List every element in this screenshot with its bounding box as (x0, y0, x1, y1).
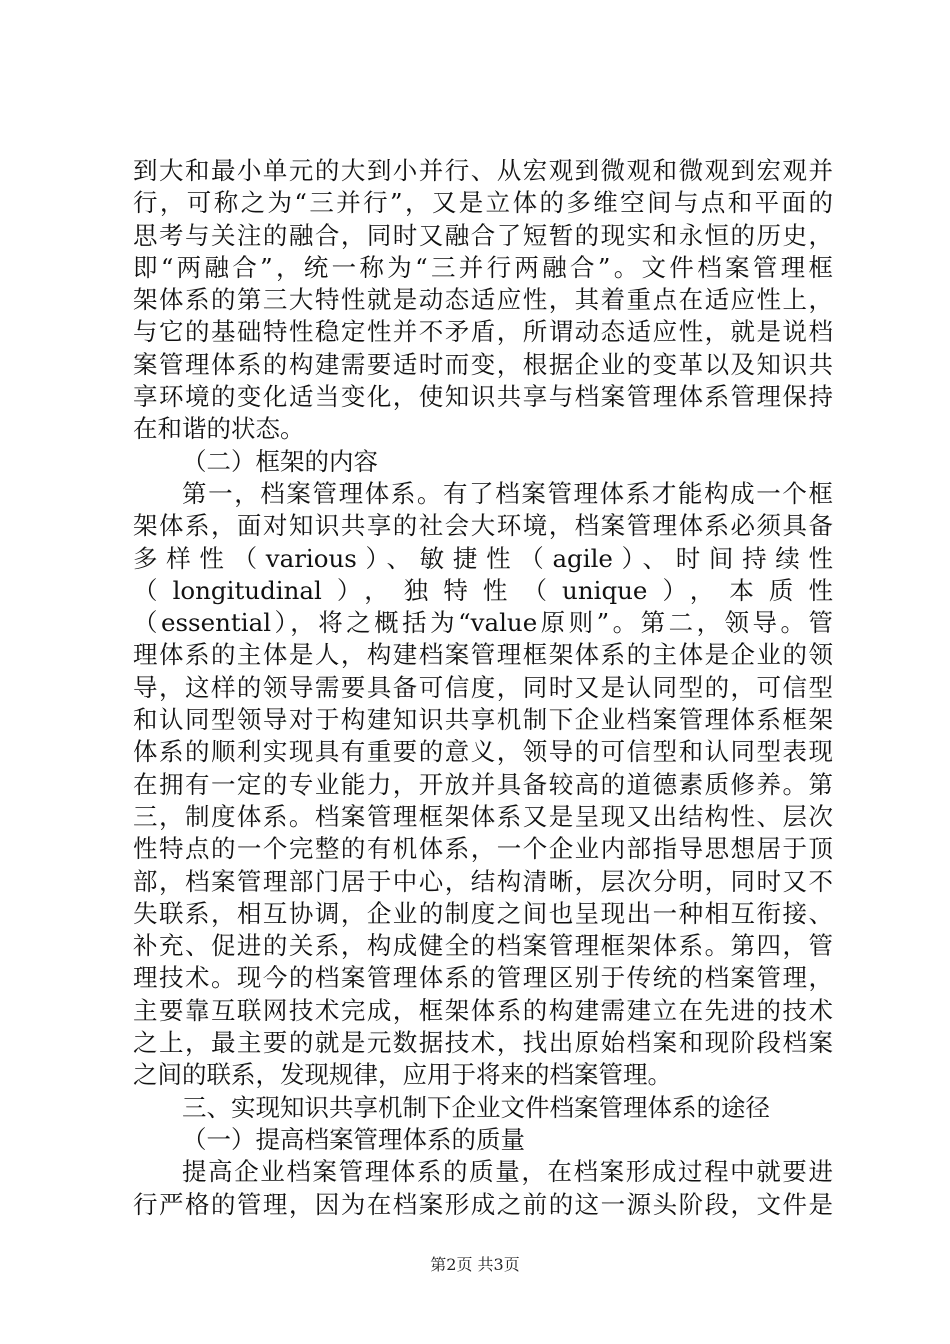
body-line: 第一，档案管理体系。有了档案管理体系才能构成一个框 (182, 478, 833, 508)
body-line: 思考与关注的融合，同时又融合了短暂的现实和永恒的历史， (133, 220, 833, 250)
section-heading: （二）框架的内容 (182, 446, 378, 476)
body-line: 行，可称之为“三并行”，又是立体的多维空间与点和平面的 (133, 188, 833, 218)
body-line: 案管理体系的构建需要适时而变，根据企业的变革以及知识共 (133, 349, 833, 379)
page-number-footer: 第2页 共3页 (430, 1255, 520, 1274)
body-line: 到大和最小单元的大到小并行、从宏观到微观和微观到宏观并 (133, 156, 833, 185)
body-line: 导，这样的领导需要具备可信度，同时又是认同型的，可信型 (133, 672, 833, 702)
body-line: 即“两融合”，统一称为“三并行两融合”。文件档案管理框 (133, 252, 833, 282)
body-line: 体系的顺利实现具有重要的意义，领导的可信型和认同型表现 (133, 737, 833, 767)
body-line: 行严格的管理，因为在档案形成之前的这一源头阶段，文件是 (133, 1189, 833, 1219)
body-line: 享环境的变化适当变化，使知识共享与档案管理体系管理保持 (133, 382, 833, 412)
body-line: 三，制度体系。档案管理框架体系又是呈现又出结构性、层次 (133, 801, 833, 831)
body-line: 与它的基础特性稳定性并不矛盾，所谓动态适应性，就是说档 (133, 317, 833, 347)
body-line: 提高企业档案管理体系的质量，在档案形成过程中就要进 (182, 1157, 833, 1187)
body-line: （essential），将之概括为“value原则”。第二，领导。管 (133, 608, 833, 638)
body-line: 理技术。现今的档案管理体系的管理区别于传统的档案管理， (133, 963, 833, 993)
body-line: 性特点的一个完整的有机体系，一个企业内部指导思想居于顶 (133, 834, 833, 864)
body-line: 部，档案管理部门居于中心，结构清晰，层次分明，同时又不 (133, 866, 833, 896)
body-line: 主要靠互联网技术完成，框架体系的构建需建立在先进的技术 (133, 995, 833, 1025)
body-line: 之上，最主要的就是元数据技术，找出原始档案和现阶段档案 (133, 1028, 833, 1058)
document-body (133, 155, 833, 1221)
section-heading: 三、实现知识共享机制下企业文件档案管理体系的途径 (182, 1092, 770, 1122)
body-line: 架体系，面对知识共享的社会大环境，档案管理体系必须具备 (133, 511, 833, 541)
body-line: 补充、促进的关系，构成健全的档案管理框架体系。第四，管 (133, 931, 833, 961)
body-line: 理体系的主体是人，构建档案管理框架体系的主体是企业的领 (133, 640, 833, 670)
subsection-heading: （一）提高档案管理体系的质量 (182, 1124, 525, 1154)
body-line: 架体系的第三大特性就是动态适应性，其着重点在适应性上， (133, 285, 833, 315)
body-line: 在拥有一定的专业能力，开放并具备较高的道德素质修养。第 (133, 769, 833, 799)
body-line: 之间的联系，发现规律，应用于将来的档案管理。 (133, 1060, 672, 1090)
body-line: 多样性（various）、敏捷性（agile）、时间持续性 (133, 543, 833, 573)
body-line: 在和谐的状态。 (133, 414, 305, 444)
body-line: （longitudinal），独特性（unique），本质性 (133, 575, 833, 605)
body-line: 和认同型领导对于构建知识共享机制下企业档案管理体系框架 (133, 705, 833, 735)
body-line: 失联系，相互协调，企业的制度之间也呈现出一种相互衔接、 (133, 898, 833, 928)
